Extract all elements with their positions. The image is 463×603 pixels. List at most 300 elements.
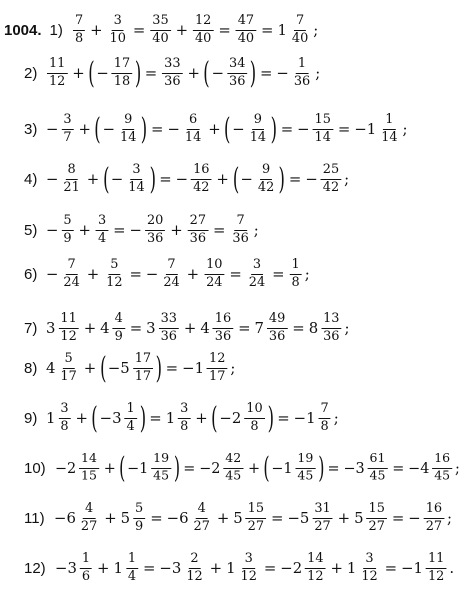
- numerator: 9: [123, 113, 135, 130]
- denominator: 17: [60, 368, 78, 384]
- equation-row: [0, 163, 463, 196]
- operator: =: [391, 459, 404, 477]
- fraction: [162, 258, 182, 291]
- denominator: 24: [63, 274, 81, 290]
- term: −3: [343, 459, 365, 477]
- numerator: 1: [384, 113, 396, 130]
- parenthesis: ): [267, 401, 274, 436]
- denominator: 4: [126, 418, 136, 434]
- denominator: 40: [152, 30, 169, 46]
- problem-label: 2): [24, 64, 38, 82]
- numerator: 2: [188, 552, 200, 569]
- term: −1: [182, 359, 205, 377]
- denominator: 12: [427, 568, 445, 584]
- numerator: 11: [426, 552, 446, 569]
- numerator: 13: [321, 312, 341, 329]
- term: −2: [279, 559, 302, 577]
- operator: =: [277, 409, 291, 427]
- fraction: [62, 163, 82, 196]
- numerator: 12: [193, 14, 213, 31]
- operator: =: [272, 265, 285, 283]
- operator: +: [330, 559, 343, 577]
- fraction: [423, 502, 443, 535]
- fraction: [359, 552, 379, 585]
- parenthesis: (: [103, 162, 110, 197]
- operator: =: [130, 319, 143, 337]
- fraction: [247, 258, 267, 291]
- denominator: 10: [109, 30, 126, 46]
- term: 1: [113, 559, 123, 577]
- denominator: 9: [114, 328, 124, 344]
- parenthesis: ): [317, 451, 324, 486]
- denominator: 24: [206, 274, 223, 290]
- term: ;: [334, 409, 340, 427]
- operator: =: [384, 559, 397, 577]
- parenthesis: ): [271, 112, 278, 147]
- term: −1: [354, 120, 377, 138]
- fraction: [62, 113, 74, 146]
- term: −: [96, 64, 110, 82]
- numerator: 10: [245, 402, 265, 419]
- term: ;: [230, 359, 236, 377]
- term: 8: [309, 319, 319, 337]
- denominator: 27: [313, 518, 331, 534]
- operator: +: [195, 409, 209, 427]
- problem-label: 6): [24, 265, 38, 283]
- operator: =: [281, 120, 294, 138]
- term: ;: [344, 170, 350, 188]
- denominator: 27: [247, 518, 264, 534]
- numerator: 1: [126, 552, 138, 569]
- operator: +: [337, 509, 350, 527]
- exercise-number: 1004.: [4, 21, 42, 39]
- denominator: 40: [291, 30, 309, 46]
- fraction: [295, 453, 315, 485]
- operator: =: [289, 170, 302, 188]
- numerator: 1: [125, 402, 137, 419]
- numerator: 34: [227, 57, 247, 74]
- term: −3: [54, 559, 77, 577]
- term: .: [449, 559, 454, 577]
- denominator: 36: [215, 328, 232, 344]
- fraction: [184, 552, 204, 585]
- fraction: [179, 402, 191, 435]
- term: −: [46, 221, 59, 239]
- term: −2: [54, 459, 76, 477]
- numerator: 9: [260, 163, 272, 180]
- fraction: [107, 14, 127, 47]
- problem-label: 8): [24, 359, 38, 377]
- denominator: 12: [240, 568, 257, 584]
- numerator: 4: [113, 312, 125, 329]
- denominator: 4: [98, 230, 107, 246]
- numerator: 42: [223, 453, 243, 469]
- fraction: [96, 214, 108, 247]
- operator: +: [78, 120, 92, 138]
- fraction: [105, 258, 125, 291]
- numerator: 16: [213, 312, 233, 329]
- term: −: [146, 265, 159, 283]
- fraction: [193, 14, 213, 47]
- operator: +: [84, 359, 97, 377]
- equation-row: [0, 312, 463, 345]
- equation: [54, 453, 461, 485]
- numerator: 33: [159, 312, 179, 329]
- numerator: 14: [305, 552, 325, 569]
- term: ;: [454, 459, 460, 477]
- fraction: [112, 57, 132, 90]
- denominator: 8: [74, 30, 84, 46]
- numerator: 7: [235, 214, 247, 231]
- term: −: [46, 265, 59, 283]
- fraction: [290, 14, 310, 47]
- parenthesis: (: [100, 351, 107, 386]
- term: ;: [313, 21, 319, 39]
- parenthesis: ): [173, 451, 180, 486]
- fraction: [59, 402, 71, 435]
- term: −: [276, 64, 290, 82]
- numerator: 5: [109, 258, 121, 275]
- problem-label: 9): [24, 409, 38, 427]
- term: −1: [271, 459, 293, 477]
- numerator: 3: [179, 402, 191, 419]
- term: 1: [166, 409, 176, 427]
- operator: =: [391, 509, 404, 527]
- operator: +: [87, 265, 100, 283]
- equation: [45, 352, 236, 385]
- denominator: 27: [193, 518, 210, 534]
- problem-label: 1): [49, 21, 63, 39]
- denominator: 40: [237, 30, 255, 46]
- fraction: [267, 312, 287, 345]
- numerator: 10: [204, 258, 224, 275]
- fraction: [126, 552, 138, 585]
- numerator: 20: [145, 214, 165, 231]
- term: ;: [315, 64, 321, 82]
- operator: =: [260, 64, 273, 82]
- numerator: 8: [66, 163, 78, 180]
- numerator: 33: [163, 57, 183, 74]
- numerator: 19: [295, 453, 315, 469]
- operator: =: [327, 459, 340, 477]
- operator: =: [149, 409, 163, 427]
- numerator: 3: [251, 258, 263, 275]
- parenthesis: (: [91, 401, 99, 436]
- fraction: [426, 552, 446, 585]
- denominator: 36: [269, 328, 286, 344]
- equation-row: [0, 214, 463, 247]
- denominator: 8: [291, 274, 301, 290]
- operator: +: [170, 221, 184, 239]
- operator: =: [113, 221, 126, 239]
- numerator: 3: [131, 163, 143, 180]
- fraction: [79, 453, 99, 485]
- term: −5: [108, 359, 131, 377]
- term: −3: [99, 409, 122, 427]
- denominator: 15: [80, 468, 97, 484]
- denominator: 21: [63, 179, 81, 195]
- term: 3: [146, 319, 156, 337]
- denominator: 12: [60, 328, 78, 344]
- numerator: 16: [432, 453, 452, 469]
- denominator: 17: [209, 368, 226, 384]
- fraction: [236, 14, 256, 47]
- numerator: 14: [79, 453, 99, 469]
- term: 4: [46, 359, 56, 377]
- operator: =: [263, 559, 276, 577]
- operator: +: [78, 221, 92, 239]
- numerator: 3: [242, 552, 254, 569]
- operator: +: [103, 459, 116, 477]
- operator: =: [159, 170, 173, 188]
- denominator: 17: [135, 368, 152, 384]
- term: 5: [232, 509, 243, 527]
- equation-row: [0, 452, 463, 485]
- fraction: [191, 502, 211, 535]
- numerator: 6: [187, 113, 199, 130]
- fraction: [231, 214, 251, 247]
- denominator: 27: [80, 518, 97, 534]
- denominator: 9: [63, 230, 72, 246]
- parenthesis: (: [118, 451, 126, 486]
- fraction: [207, 352, 227, 385]
- numerator: 7: [166, 258, 178, 275]
- term: −1: [400, 559, 423, 577]
- term: −1: [126, 459, 149, 477]
- term: −: [46, 170, 59, 188]
- equation: [45, 402, 340, 435]
- denominator: 14: [250, 129, 267, 145]
- fraction: [245, 502, 265, 535]
- denominator: 12: [306, 568, 324, 584]
- numerator: 7: [73, 14, 85, 31]
- operator: +: [187, 64, 201, 82]
- denominator: 36: [190, 230, 207, 246]
- equation: [54, 552, 455, 585]
- fraction: [321, 312, 341, 345]
- fraction: [321, 163, 341, 196]
- numerator: 9: [252, 113, 264, 130]
- denominator: 14: [120, 129, 137, 145]
- fraction: [118, 113, 138, 146]
- numerator: 12: [207, 352, 227, 369]
- denominator: 12: [49, 73, 66, 89]
- equation-row: [0, 502, 463, 535]
- fraction: [238, 552, 258, 585]
- numerator: 15: [313, 113, 333, 130]
- equation: [45, 214, 260, 247]
- term: 5: [353, 509, 364, 527]
- operator: =: [142, 559, 156, 577]
- operator: =: [213, 221, 226, 239]
- parenthesis: (: [94, 112, 102, 147]
- denominator: 14: [314, 129, 332, 145]
- term: −2: [219, 409, 242, 427]
- numerator: 4: [83, 502, 95, 519]
- operator: +: [175, 21, 188, 39]
- term: −: [176, 170, 189, 188]
- fraction: [188, 214, 208, 247]
- parenthesis: (: [203, 56, 211, 91]
- fraction: [133, 502, 145, 535]
- equation-row: [0, 113, 463, 146]
- fraction: [73, 14, 85, 47]
- denominator: 42: [258, 179, 275, 195]
- term: −4: [407, 459, 430, 477]
- problem-label: 3): [24, 120, 38, 138]
- term: 4: [200, 319, 211, 337]
- fraction: [59, 312, 79, 345]
- term: ;: [305, 265, 311, 283]
- denominator: 45: [297, 468, 314, 484]
- term: 4: [100, 319, 110, 337]
- fraction: [367, 453, 387, 485]
- term: ;: [344, 319, 350, 337]
- term: −6: [166, 509, 189, 527]
- numerator: 47: [236, 14, 256, 31]
- denominator: 14: [128, 179, 145, 195]
- numerator: 7: [319, 402, 331, 419]
- parenthesis: ): [279, 162, 286, 197]
- equation: [45, 57, 321, 90]
- denominator: 24: [249, 274, 266, 290]
- numerator: 3: [59, 402, 71, 419]
- fraction: [245, 402, 265, 435]
- fraction: [213, 312, 233, 345]
- operator: +: [247, 459, 260, 477]
- term: ;: [402, 120, 408, 138]
- fraction: [248, 113, 268, 146]
- operator: +: [216, 509, 229, 527]
- operator: =: [229, 265, 243, 283]
- denominator: 36: [232, 230, 250, 246]
- problem-label: 5): [24, 221, 38, 239]
- numerator: 11: [59, 312, 79, 329]
- denominator: 42: [193, 179, 210, 195]
- operator: =: [292, 319, 306, 337]
- term: −: [167, 120, 181, 138]
- numerator: 4: [195, 502, 207, 519]
- numerator: 16: [191, 163, 211, 180]
- denominator: 36: [294, 73, 311, 89]
- denominator: 14: [185, 129, 202, 145]
- numerator: 3: [96, 214, 108, 231]
- numerator: 1: [290, 258, 302, 275]
- fraction: [366, 502, 386, 535]
- parenthesis: ): [149, 162, 156, 197]
- numerator: 7: [66, 258, 78, 275]
- fraction: [80, 552, 92, 585]
- term: −: [211, 64, 225, 82]
- term: 3: [46, 319, 56, 337]
- fraction: [159, 312, 179, 345]
- term: −1: [294, 409, 316, 427]
- numerator: 35: [150, 14, 170, 31]
- denominator: 36: [164, 73, 181, 89]
- term: 5: [120, 509, 130, 527]
- fraction: [133, 352, 153, 385]
- fraction: [127, 163, 147, 196]
- equation: [45, 312, 350, 345]
- operator: =: [238, 319, 251, 337]
- parenthesis: ): [139, 401, 147, 436]
- term: −: [129, 221, 143, 239]
- equation: [71, 14, 319, 47]
- operator: =: [129, 265, 143, 283]
- numerator: 5: [62, 214, 74, 231]
- operator: +: [216, 170, 230, 188]
- parenthesis: (: [232, 162, 240, 197]
- denominator: 4: [127, 568, 136, 584]
- term: −: [305, 170, 319, 188]
- fraction: [191, 163, 211, 196]
- numerator: 49: [267, 312, 287, 329]
- denominator: 42: [323, 179, 340, 195]
- fraction: [204, 258, 224, 291]
- problem-label: 12): [24, 559, 46, 577]
- numerator: 16: [423, 502, 443, 519]
- problem-label: 4): [24, 170, 38, 188]
- denominator: 8: [180, 418, 189, 434]
- denominator: 8: [320, 418, 330, 434]
- fraction: [227, 57, 247, 90]
- operator: =: [260, 21, 274, 39]
- operator: +: [208, 120, 222, 138]
- fraction: [151, 453, 171, 485]
- parenthesis: (: [224, 112, 232, 147]
- denominator: 12: [361, 568, 378, 584]
- operator: =: [218, 21, 231, 39]
- fraction: [183, 113, 203, 146]
- fraction: [312, 502, 332, 535]
- denominator: 36: [323, 328, 340, 344]
- problem-label: 7): [24, 319, 38, 337]
- term: 1: [46, 409, 56, 427]
- term: −: [240, 170, 254, 188]
- fraction: [47, 57, 67, 90]
- equation-row: [0, 258, 463, 291]
- term: 1: [346, 559, 357, 577]
- fraction: [292, 57, 312, 90]
- parenthesis: ): [135, 56, 142, 91]
- operator: +: [103, 509, 117, 527]
- fraction: [62, 214, 74, 247]
- fraction: [145, 214, 165, 247]
- denominator: 8: [60, 418, 69, 434]
- equation: [45, 163, 350, 196]
- operator: =: [166, 359, 179, 377]
- denominator: 36: [229, 73, 246, 89]
- term: ;: [446, 509, 452, 527]
- fraction: [319, 402, 331, 435]
- operator: +: [187, 265, 200, 283]
- equation: [45, 113, 409, 146]
- denominator: 45: [369, 468, 386, 484]
- numerator: 7: [294, 14, 306, 31]
- operator: +: [89, 21, 103, 39]
- fraction: [163, 57, 183, 90]
- numerator: 5: [133, 502, 145, 519]
- fraction: [62, 258, 82, 291]
- equation-row: [0, 402, 463, 435]
- denominator: 6: [81, 568, 90, 584]
- numerator: 3: [112, 14, 124, 31]
- denominator: 27: [368, 518, 385, 534]
- term: −2: [198, 459, 221, 477]
- denominator: 12: [106, 274, 123, 290]
- fraction: [380, 113, 400, 146]
- fraction: [432, 453, 452, 485]
